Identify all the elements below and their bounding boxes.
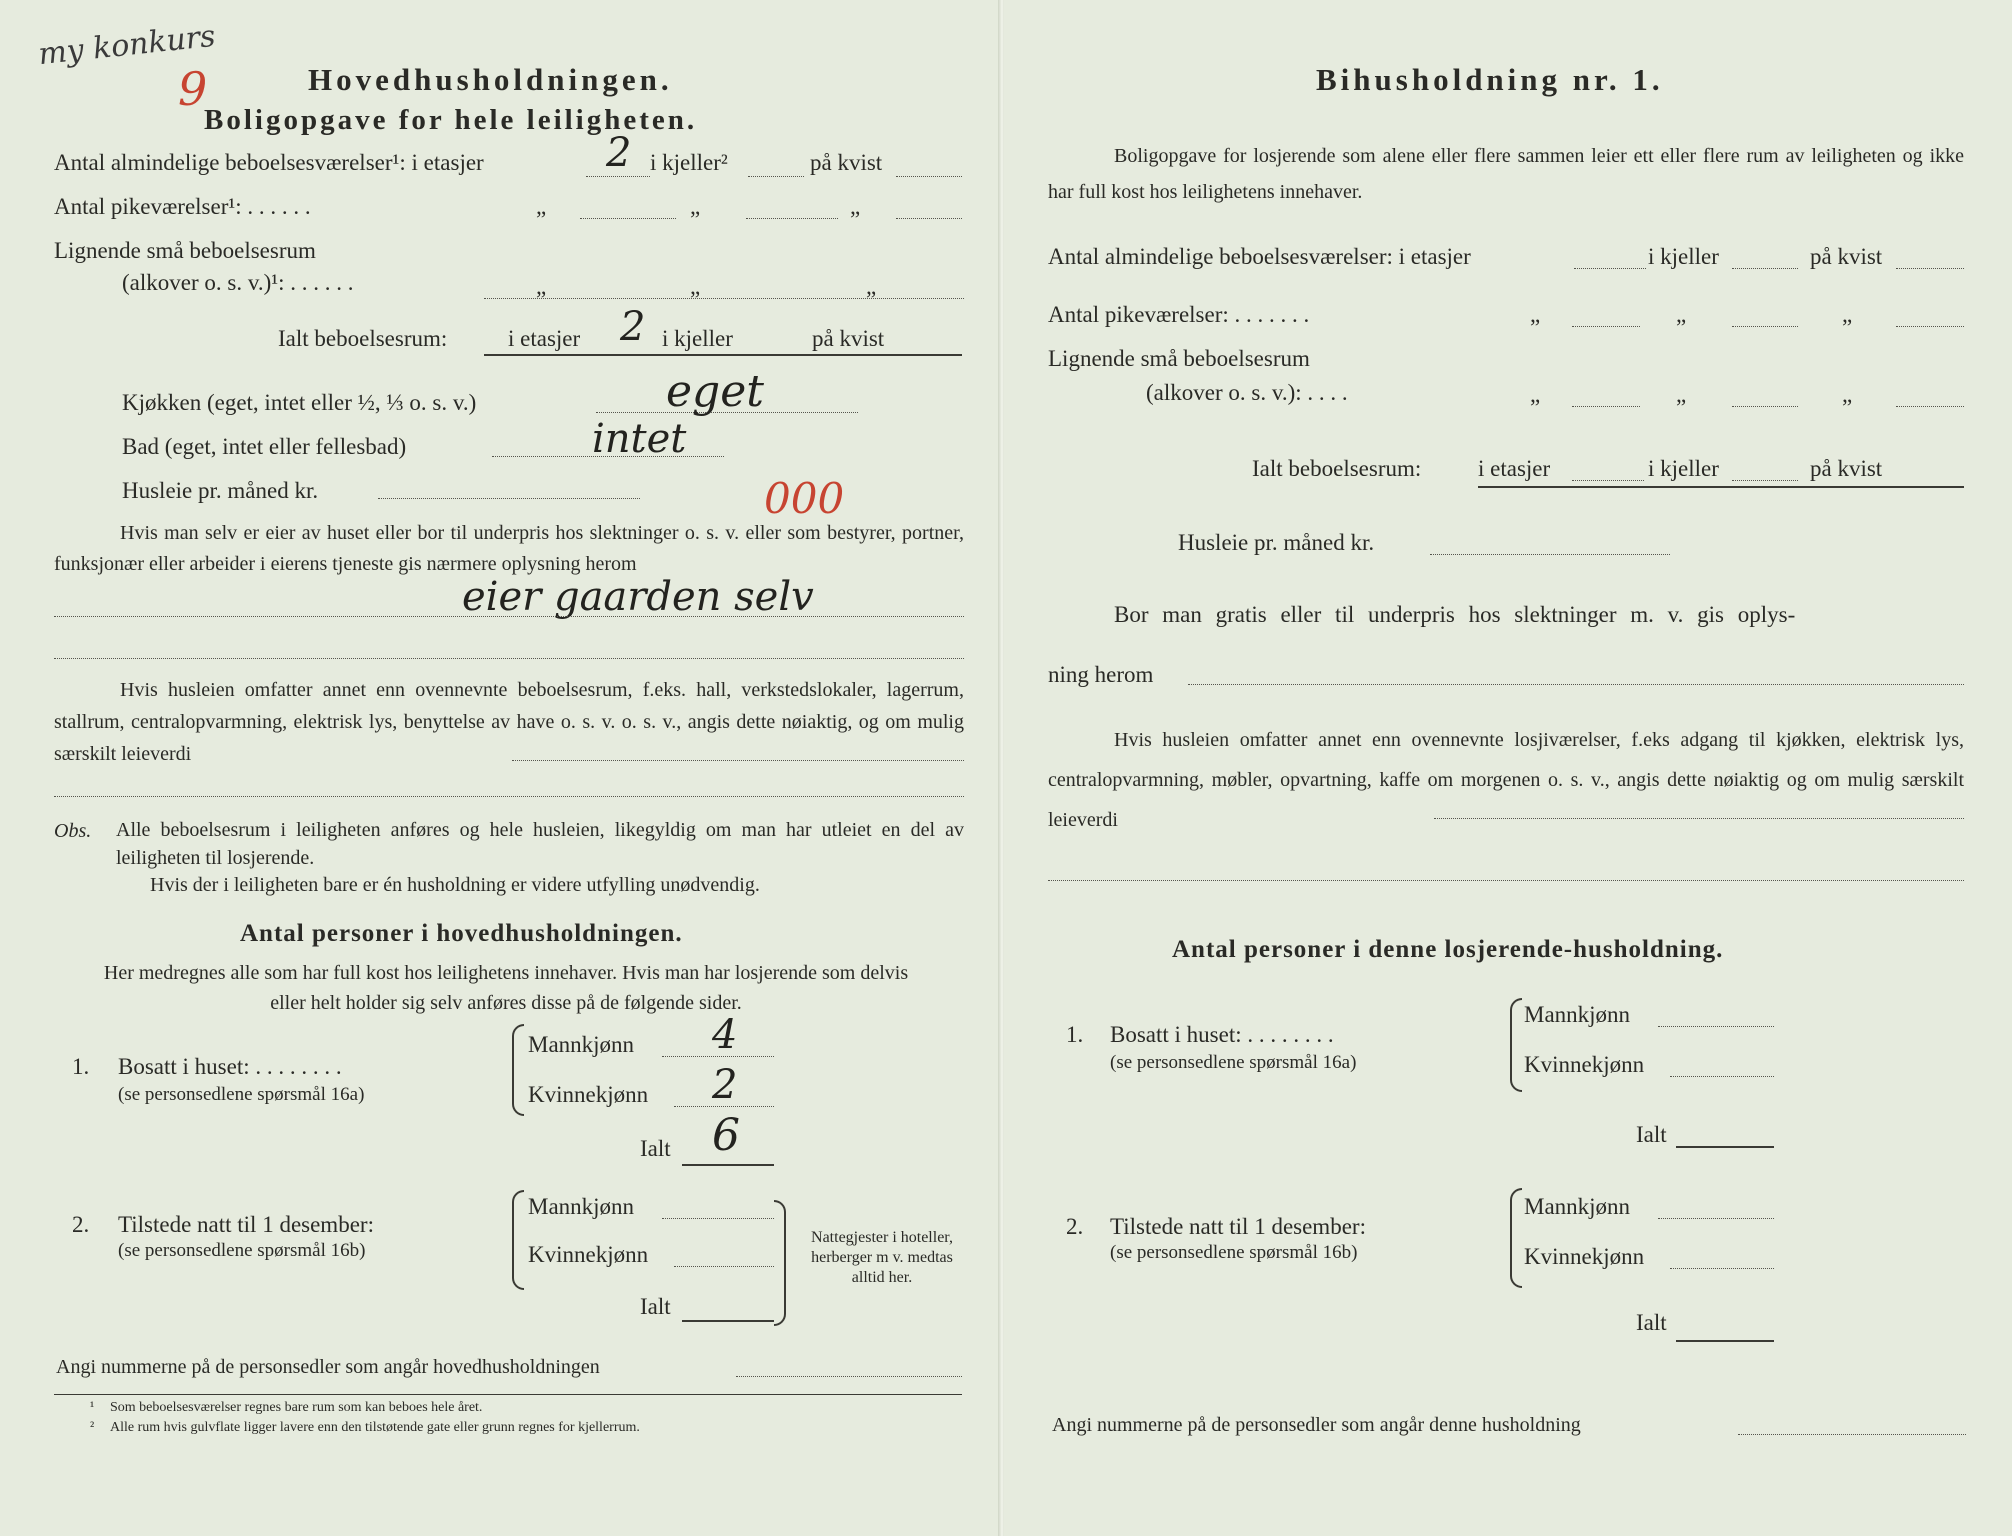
right-paragraph: Hvis husleien omfatter annet enn ovennevnte losjiværelser, f.eks adgang til kjøkken, elektrisk lys, centralopvarmning, møbler, opvartning, kaffe om morgenen o. s. v., angis dette nøiaktig og om mulig særskilt leieverdi [1048, 729, 1964, 831]
husleie-label: Husleie pr. måned kr. [122, 478, 319, 503]
right-q2-brace [1510, 1188, 1522, 1288]
field-leieverdi-2[interactable] [54, 796, 964, 797]
persons-paragraph: Her medregnes alle som har full kost hos leilighetens innehaver. Hvis man har losjerende som delvis eller helt holder sig selv anføres disse på de følgende sider. [103, 962, 909, 1014]
field-r-pike-kjeller[interactable] [1732, 326, 1798, 327]
right-ialt-underline [1478, 486, 1964, 488]
field-pike-kvist[interactable] [896, 218, 962, 219]
field-r-husleie[interactable] [1430, 554, 1670, 555]
row-almindelige-kvist: på kvist [810, 150, 883, 175]
footnote-rule [54, 1394, 962, 1395]
obs-paragraph: Alle beboelsesrum i leiligheten anføres og hele husleien, likegyldig om man har utleiet en del av leiligheten til losjerende. [116, 819, 964, 869]
field-etasjer[interactable] [586, 176, 650, 177]
q1-brace [512, 1024, 524, 1116]
right-lignende-label-1: Lignende små beboelsesrum [1048, 346, 1310, 371]
field-kjeller[interactable] [748, 176, 804, 177]
ditto-mark: „ [866, 274, 877, 299]
right-q1-brace [1510, 998, 1522, 1092]
page-number: 9 [178, 62, 208, 116]
field-husleie[interactable] [378, 498, 640, 499]
field-r-q2-ialt[interactable] [1676, 1340, 1774, 1342]
field-r-pike-kvist[interactable] [1896, 326, 1964, 327]
right-kjeller: i kjeller [1648, 244, 1719, 269]
hand-q1-ialt: 6 [712, 1110, 740, 1161]
right-q1-ialt: Ialt [1636, 1122, 1667, 1147]
field-kvist[interactable] [896, 176, 962, 177]
natt-brace [774, 1200, 786, 1326]
hand-husleie: 000 [764, 474, 845, 523]
field-r-angi[interactable] [1738, 1434, 1966, 1435]
field-r-q2-mann[interactable] [1658, 1218, 1774, 1219]
field-r-kjeller[interactable] [1732, 268, 1798, 269]
field-eier-2[interactable] [54, 658, 964, 659]
row-lignende-label-2: (alkover o. s. v.)¹: . . . . . . [122, 270, 354, 295]
row-ialt-kjeller: i kjeller [662, 326, 733, 351]
right-bor-1: Bor man gratis eller til underpris hos slektninger m. v. gis oplys- [1114, 602, 1796, 627]
ialt-underline [484, 354, 962, 356]
right-q1-kvinne: Kvinnekjønn [1524, 1052, 1645, 1077]
hand-q1-mann: 4 [712, 1012, 738, 1058]
field-r-leieverdi[interactable] [1434, 818, 1964, 819]
q1-sublabel: (se personsedlene spørsmål 16a) [118, 1084, 365, 1105]
q2-number: 2. [72, 1212, 90, 1237]
right-q2-mann: Mannkjønn [1524, 1194, 1631, 1219]
hand-ialt-etasjer: 2 [620, 304, 646, 350]
right-q1-mann: Mannkjønn [1524, 1002, 1631, 1027]
field-q2-mann[interactable] [662, 1218, 774, 1219]
q1-kvinne-label: Kvinnekjønn [528, 1082, 649, 1107]
field-r-q1-ialt[interactable] [1676, 1146, 1774, 1148]
field-r-ialt-etasjer[interactable] [1572, 480, 1644, 481]
field-r-bor[interactable] [1188, 684, 1964, 685]
bad-label: Bad (eget, intet eller fellesbad) [122, 434, 407, 459]
hand-etasjer: 2 [606, 130, 632, 176]
field-q2-ialt[interactable] [682, 1320, 774, 1322]
right-q1-sublabel: (se personsedlene spørsmål 16a) [1110, 1052, 1357, 1073]
row-almindelige-kjeller: i kjeller² [650, 150, 728, 175]
row-ialt-kvist: på kvist [812, 326, 885, 351]
footnote-1-marker: ¹ [90, 1400, 95, 1415]
right-q1-number: 1. [1066, 1022, 1084, 1047]
footnote-2-marker: ² [90, 1420, 95, 1435]
field-pike-etasjer[interactable] [580, 218, 676, 219]
field-r-ialt-kjeller[interactable] [1732, 480, 1798, 481]
right-ialt-kjeller: i kjeller [1648, 456, 1719, 481]
right-title: Bihusholdning nr. 1. [1316, 62, 1664, 97]
persons-title: Antal personer i hovedhusholdningen. [240, 920, 683, 947]
obs-label: Obs. [54, 820, 92, 842]
q1-ialt-label: Ialt [640, 1136, 671, 1161]
field-r-q1-kvinne[interactable] [1670, 1076, 1774, 1077]
hand-bad: intet [592, 416, 687, 462]
q2-sublabel: (se personsedlene spørsmål 16b) [118, 1240, 366, 1261]
right-q2-kvinne: Kvinnekjønn [1524, 1244, 1645, 1269]
field-r-q1-mann[interactable] [1658, 1026, 1774, 1027]
ditto-mark: „ [690, 194, 701, 219]
field-r-lignende-etasjer[interactable] [1572, 406, 1640, 407]
ditto-mark: „ [1530, 302, 1541, 327]
right-angi-label: Angi nummerne på de personsedler som angår denne husholdning [1052, 1414, 1581, 1436]
field-lignende-etasjer[interactable] [484, 298, 964, 299]
q1-number: 1. [72, 1054, 90, 1079]
field-leieverdi[interactable] [512, 760, 964, 761]
ditto-mark: „ [1676, 382, 1687, 407]
right-ialt-label: Ialt beboelsesrum: [1252, 456, 1422, 481]
field-r-kvist[interactable] [1896, 268, 1964, 269]
hand-eier: eier gaarden selv [462, 574, 814, 620]
ditto-mark: „ [1842, 302, 1853, 327]
right-intro: Boligopgave for losjerende som alene eller flere sammen leier ett eller flere rum av leiligheten og ikke har full kost hos leilighetens innehaver. [1048, 145, 1964, 203]
q2-ialt-label: Ialt [640, 1294, 671, 1319]
row-ialt-label: Ialt beboelsesrum: [278, 326, 448, 351]
field-r-q2-kvinne[interactable] [1670, 1268, 1774, 1269]
field-q2-kvinne[interactable] [674, 1266, 774, 1267]
ditto-mark: „ [536, 274, 547, 299]
field-eier-1[interactable] [54, 616, 964, 617]
right-persons-title: Antal personer i denne losjerende-husholdning. [1172, 936, 1724, 963]
field-r-pike-etasjer[interactable] [1572, 326, 1640, 327]
field-r-lignende-kjeller[interactable] [1732, 406, 1798, 407]
left-subtitle: Boligopgave for hele leiligheten. [204, 104, 698, 136]
row-pike-label: Antal pikeværelser¹: . . . . . . [54, 194, 311, 219]
q2-kvinne-label: Kvinnekjønn [528, 1242, 649, 1267]
q2-brace [512, 1190, 524, 1290]
q2-label: Tilstede natt til 1 desember: [118, 1212, 374, 1237]
ditto-mark: „ [690, 274, 701, 299]
natt-note: Nattegjester i hoteller, herberger m v. medtas alltid her. [811, 1229, 953, 1286]
obs-paragraph-2: Hvis der i leiligheten bare er én husholdning er videre utfylling unødvendig. [150, 874, 760, 896]
row-lignende-label-1: Lignende små beboelsesrum [54, 238, 316, 263]
ditto-mark: „ [1676, 302, 1687, 327]
husleie-paragraph: Hvis husleien omfatter annet enn ovennevnte beboelsesrum, f.eks. hall, verkstedslokaler, lagerrum, stallrum, centralopvarmning, elektrisk lys, benyttelse av have o. s. v. o. s. v., angis dette nøiaktig, og om mulig særskilt leieverdi [54, 679, 964, 765]
field-r-etasjer[interactable] [1574, 268, 1646, 269]
q1-label: Bosatt i huset: . . . . . . . . [118, 1054, 342, 1079]
hand-q1-kvinne: 2 [712, 1062, 738, 1108]
field-r-leieverdi-2[interactable] [1048, 880, 1964, 881]
eier-paragraph: Hvis man selv er eier av huset eller bor til underpris hos slektninger o. s. v. eller som bestyrer, portner, funksjonær eller arbeider i eierens tjeneste gis nærmere oplysning herom [54, 522, 964, 575]
row-almindelige-label: Antal almindelige beboelsesværelser¹: i etasjer [54, 150, 484, 175]
right-q2-number: 2. [1066, 1214, 1084, 1239]
left-title: Hovedhusholdningen. [308, 62, 673, 97]
hand-kjokken: eget [666, 366, 764, 417]
ditto-mark: „ [850, 194, 861, 219]
field-angi[interactable] [736, 1376, 962, 1377]
right-pike-label: Antal pikeværelser: . . . . . . . [1048, 302, 1310, 327]
footnote-1: Som beboelsesværelser regnes bare rum som kan beboes hele året. [110, 1400, 483, 1415]
q2-mann-label: Mannkjønn [528, 1194, 635, 1219]
right-lignende-label-2: (alkover o. s. v.): . . . . [1146, 380, 1348, 405]
marginal-note: my konkurs [36, 18, 218, 73]
kjokken-label: Kjøkken (eget, intet eller ½, ⅓ o. s. v.) [122, 390, 477, 415]
right-q1-label: Bosatt i huset: . . . . . . . . [1110, 1022, 1334, 1047]
right-bor-2: ning herom [1048, 662, 1154, 687]
q1-mann-label: Mannkjønn [528, 1032, 635, 1057]
field-r-lignende-kvist[interactable] [1896, 406, 1964, 407]
right-ialt-etasjer: i etasjer [1478, 456, 1551, 481]
field-q1-ialt[interactable] [682, 1164, 774, 1166]
footnote-2: Alle rum hvis gulvflate ligger lavere enn den tilstøtende gate eller grunn regnes for kjellerrum. [110, 1420, 640, 1435]
field-pike-kjeller[interactable] [746, 218, 838, 219]
right-husleie-label: Husleie pr. måned kr. [1178, 530, 1375, 555]
ditto-mark: „ [1530, 382, 1541, 407]
right-q2-label: Tilstede natt til 1 desember: [1110, 1214, 1366, 1239]
row-ialt-etasjer: i etasjer [508, 326, 581, 351]
right-almindelige-label: Antal almindelige beboelsesværelser: i etasjer [1048, 244, 1471, 269]
angi-label: Angi nummerne på de personsedler som angår hovedhusholdningen [56, 1356, 600, 1378]
right-q2-sublabel: (se personsedlene spørsmål 16b) [1110, 1242, 1358, 1263]
ditto-mark: „ [1842, 382, 1853, 407]
right-page [1004, 0, 2012, 1536]
ditto-mark: „ [536, 194, 547, 219]
right-kvist: på kvist [1810, 244, 1883, 269]
right-ialt-kvist: på kvist [1810, 456, 1883, 481]
left-page [0, 0, 1000, 1536]
right-q2-ialt: Ialt [1636, 1310, 1667, 1335]
